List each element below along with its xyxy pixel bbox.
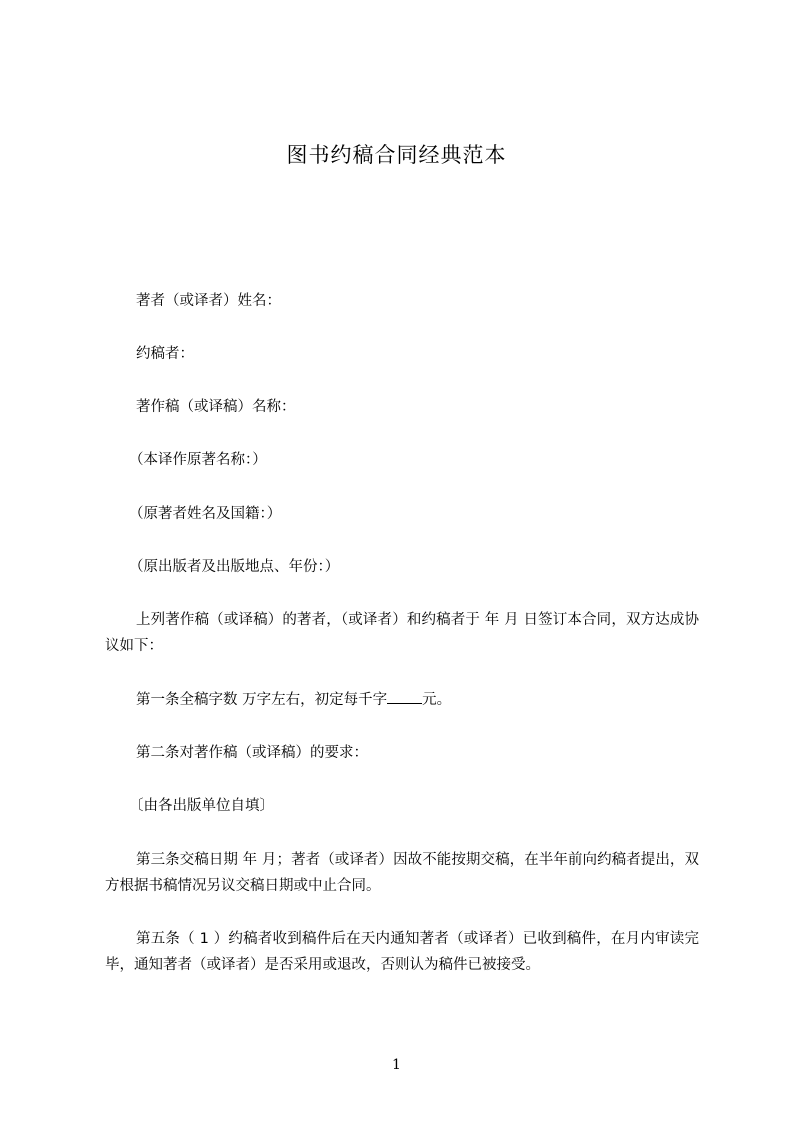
article-2-paragraph: 第二条对著作稿（或译稿）的要求： — [136, 745, 368, 761]
original-title-line: （本译作原著名称：） — [129, 452, 267, 468]
publisher-fill-note: 〔由各出版单位自填〕 — [129, 798, 274, 814]
author-name-line: 著者（或译者）姓名： — [136, 293, 281, 309]
work-name-line: 著作稿（或译稿）名称： — [136, 399, 296, 415]
page-number: 1 — [392, 1057, 401, 1073]
original-author-line: （原著者姓名及国籍：） — [129, 506, 282, 522]
document-title: 图书约稿合同经典范本 — [286, 143, 507, 167]
article-1-paragraph — [105, 687, 699, 713]
agreement-intro-paragraph: 上列著作稿（或译稿）的著者，（或译者）和约稿者于 年 月 日签订本合同，双方达成协议如下： — [105, 612, 699, 654]
article-1-suffix: 元。 — [422, 692, 452, 708]
commissioner-line: 约稿者： — [136, 346, 194, 362]
article-3-paragraph: 第三条交稿日期 年 月；著者（或译者）因故不能按期交稿，在半年前向约稿者提出，双方根据书稿情况另议交稿日期或中止合同。 — [105, 852, 699, 894]
original-publisher-line: （原出版者及出版地点、年份：） — [129, 559, 340, 575]
article-1-prefix: 第一条全稿字数 万字左右，初定每千字 — [136, 692, 388, 708]
fill-in-blank — [387, 691, 422, 704]
article-5-paragraph: 第五条（ 1 ）约稿者收到稿件后在天内通知著者（或译者）已收到稿件，在月内审读完毕，通知著者（或译者）是否采用或退改，否则认为稿件已被接受。 — [105, 931, 699, 973]
